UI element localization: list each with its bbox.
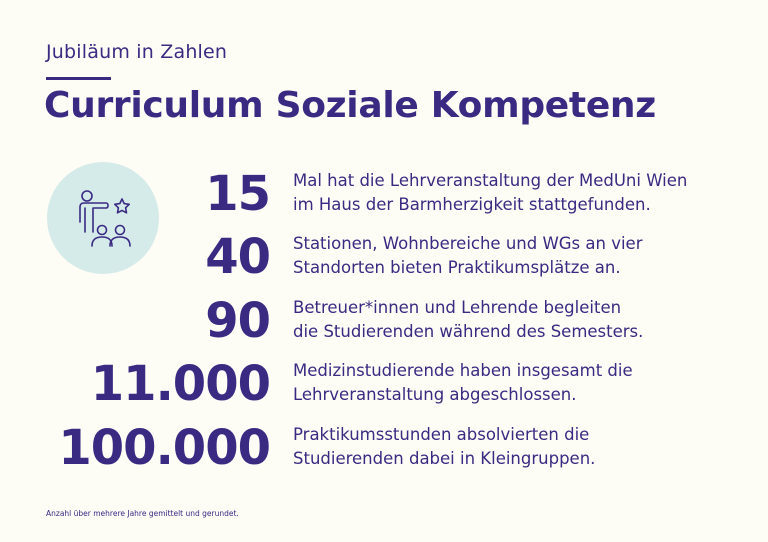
stat-description-line: Lehrveranstaltung abgeschlossen.: [293, 385, 577, 404]
stat-description-line: Standorten bieten Praktikumsplätze an.: [293, 258, 621, 277]
stat-description: [293, 296, 643, 344]
stat-row: [0, 227, 768, 287]
stat-description-line: Studierenden dabei in Kleingruppen.: [293, 449, 596, 468]
stat-row: [0, 354, 768, 414]
stat-row: [0, 291, 768, 351]
subtitle: Jubiläum in Zahlen: [46, 41, 228, 63]
stat-description-line: Stationen, Wohnbereiche und WGs an vier: [293, 234, 643, 253]
accent-divider: [46, 77, 111, 80]
stat-description-line: Praktikumsstunden absolvierten die: [293, 425, 590, 444]
stat-number: 40: [205, 229, 270, 285]
page-title: Curriculum Soziale Kompetenz: [44, 85, 656, 126]
stat-description-line: Betreuer*innen und Lehrende begleiten: [293, 298, 622, 317]
stat-description: [293, 423, 595, 471]
footnote: Anzahl über mehrere Jahre gemittelt und gerundet.: [46, 509, 239, 518]
stat-description: [293, 359, 633, 407]
stat-number: 11.000: [90, 356, 270, 412]
stat-row: [0, 418, 768, 478]
stat-number: 90: [205, 293, 270, 349]
stat-row: [0, 164, 768, 224]
stat-number: 100.000: [58, 420, 270, 476]
stat-description-line: im Haus der Barmherzigkeit stattgefunden.: [293, 195, 651, 214]
stat-description-line: Medizinstudierende haben insgesamt die: [293, 361, 633, 380]
stat-description-line: Mal hat die Lehrveranstaltung der MedUni Wien: [293, 171, 688, 190]
stat-description-line: die Studierenden während des Semesters.: [293, 322, 644, 341]
stat-number: 15: [205, 166, 270, 222]
stat-description: [293, 232, 643, 280]
stat-description: [293, 169, 687, 217]
